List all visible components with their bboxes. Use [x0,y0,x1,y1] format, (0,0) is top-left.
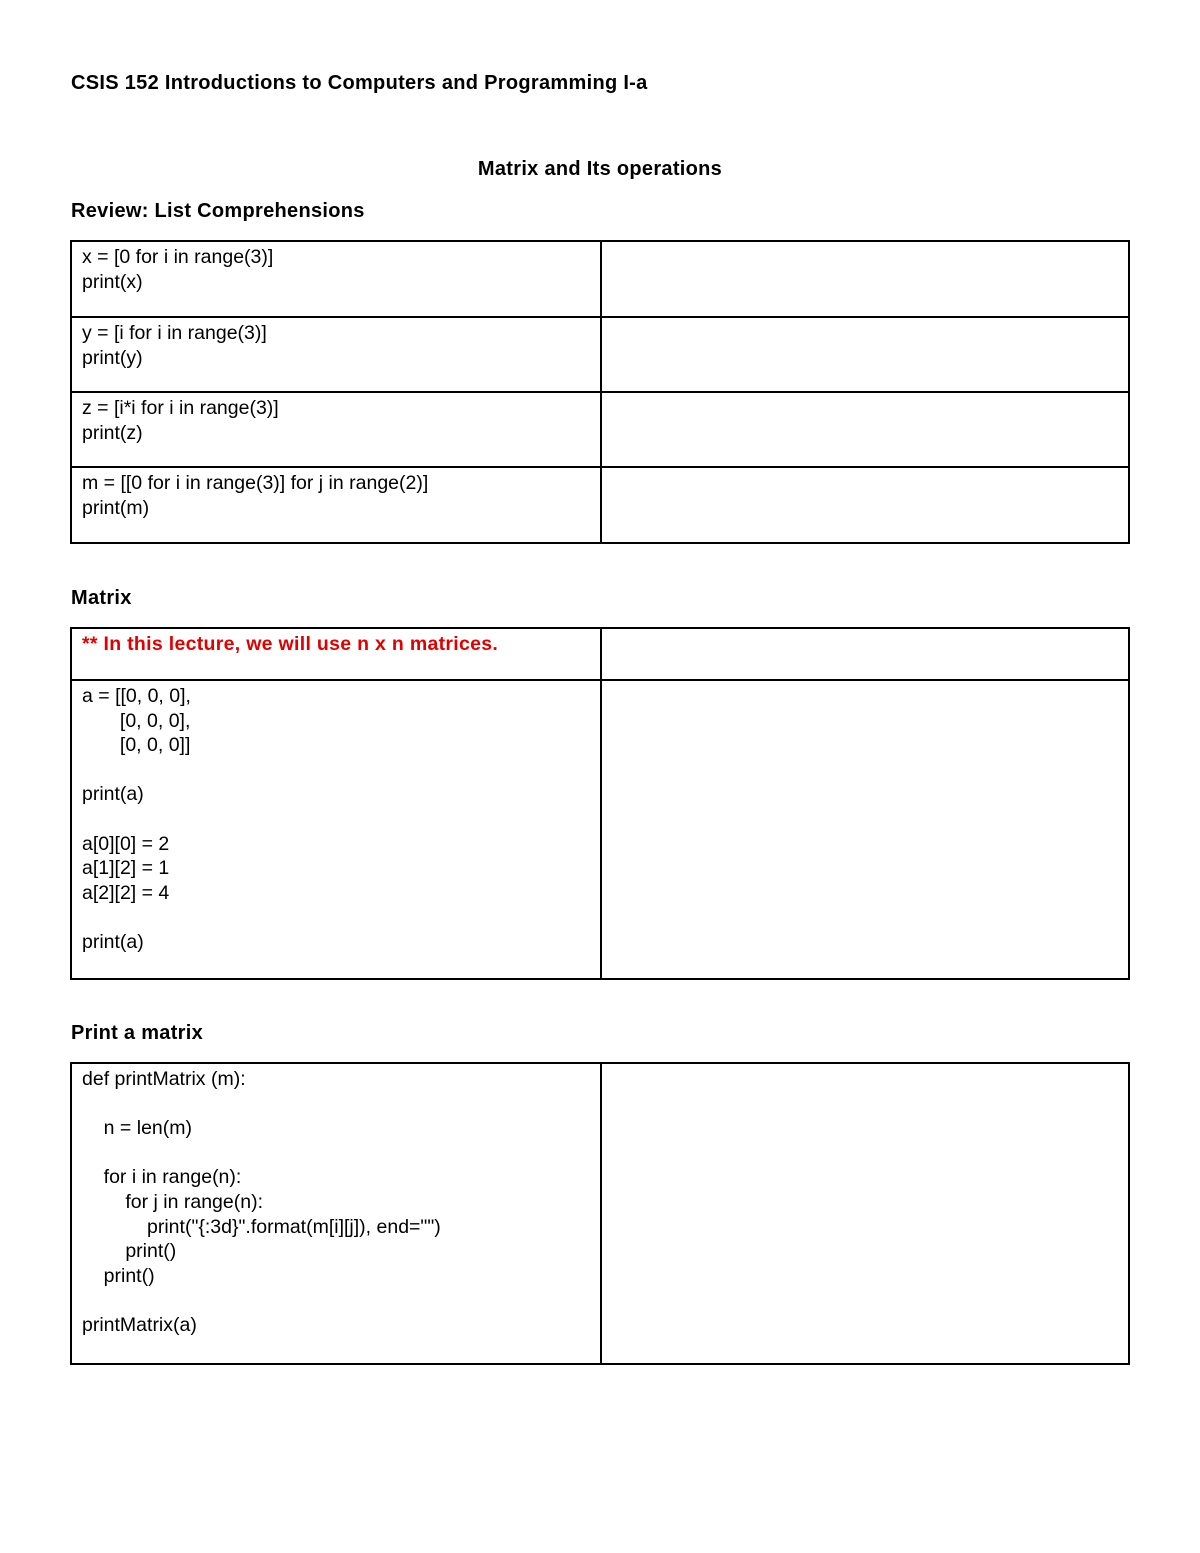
section-heading-print-matrix: Print a matrix [71,1022,204,1044]
lecture-note: ** In this lecture, we will use n x n matrices. [82,633,499,655]
table-row [71,467,1129,543]
table-row [71,1063,1129,1364]
answer-cell [601,317,1129,392]
answer-cell [601,628,1129,680]
code-block: z = [i*i for i in range(3)] print(z) [82,397,279,444]
note-cell [71,628,601,680]
code-block: a = [[0, 0, 0], [0, 0, 0], [0, 0, 0]] print(a) a[0][0] = 2 a[1][2] = 1 a[2][2] = 4 print(a) [82,685,191,953]
matrix-table [70,627,1130,980]
course-title: CSIS 152 Introductions to Computers and Programming I-a [71,72,648,94]
review-table [70,240,1130,544]
code-cell [71,317,601,392]
code-block: y = [i for i in range(3)] print(y) [82,322,267,369]
code-block: m = [[0 for i in range(3)] for j in range(2)] print(m) [82,472,429,519]
table-row [71,392,1129,467]
code-block: def printMatrix (m): n = len(m) for i in range(n): for j in range(n): print("{:3d}".format(m[i][j]), end="") print() print() printMatrix(a) [82,1068,441,1336]
document-title: Matrix and Its operations [477,158,723,180]
table-row [71,628,1129,680]
answer-cell [601,392,1129,467]
code-cell [71,467,601,543]
table-row [71,317,1129,392]
code-cell [71,1063,601,1364]
section-heading-matrix: Matrix [71,587,132,609]
section-heading-review: Review: List Comprehensions [71,200,365,222]
code-cell [71,241,601,317]
answer-cell [601,241,1129,317]
code-cell [71,392,601,467]
code-block: x = [0 for i in range(3)] print(x) [82,246,274,293]
table-row [71,241,1129,317]
code-cell [71,680,601,979]
print-matrix-table [70,1062,1130,1365]
answer-cell [601,1063,1129,1364]
table-row [71,680,1129,979]
answer-cell [601,680,1129,979]
answer-cell [601,467,1129,543]
